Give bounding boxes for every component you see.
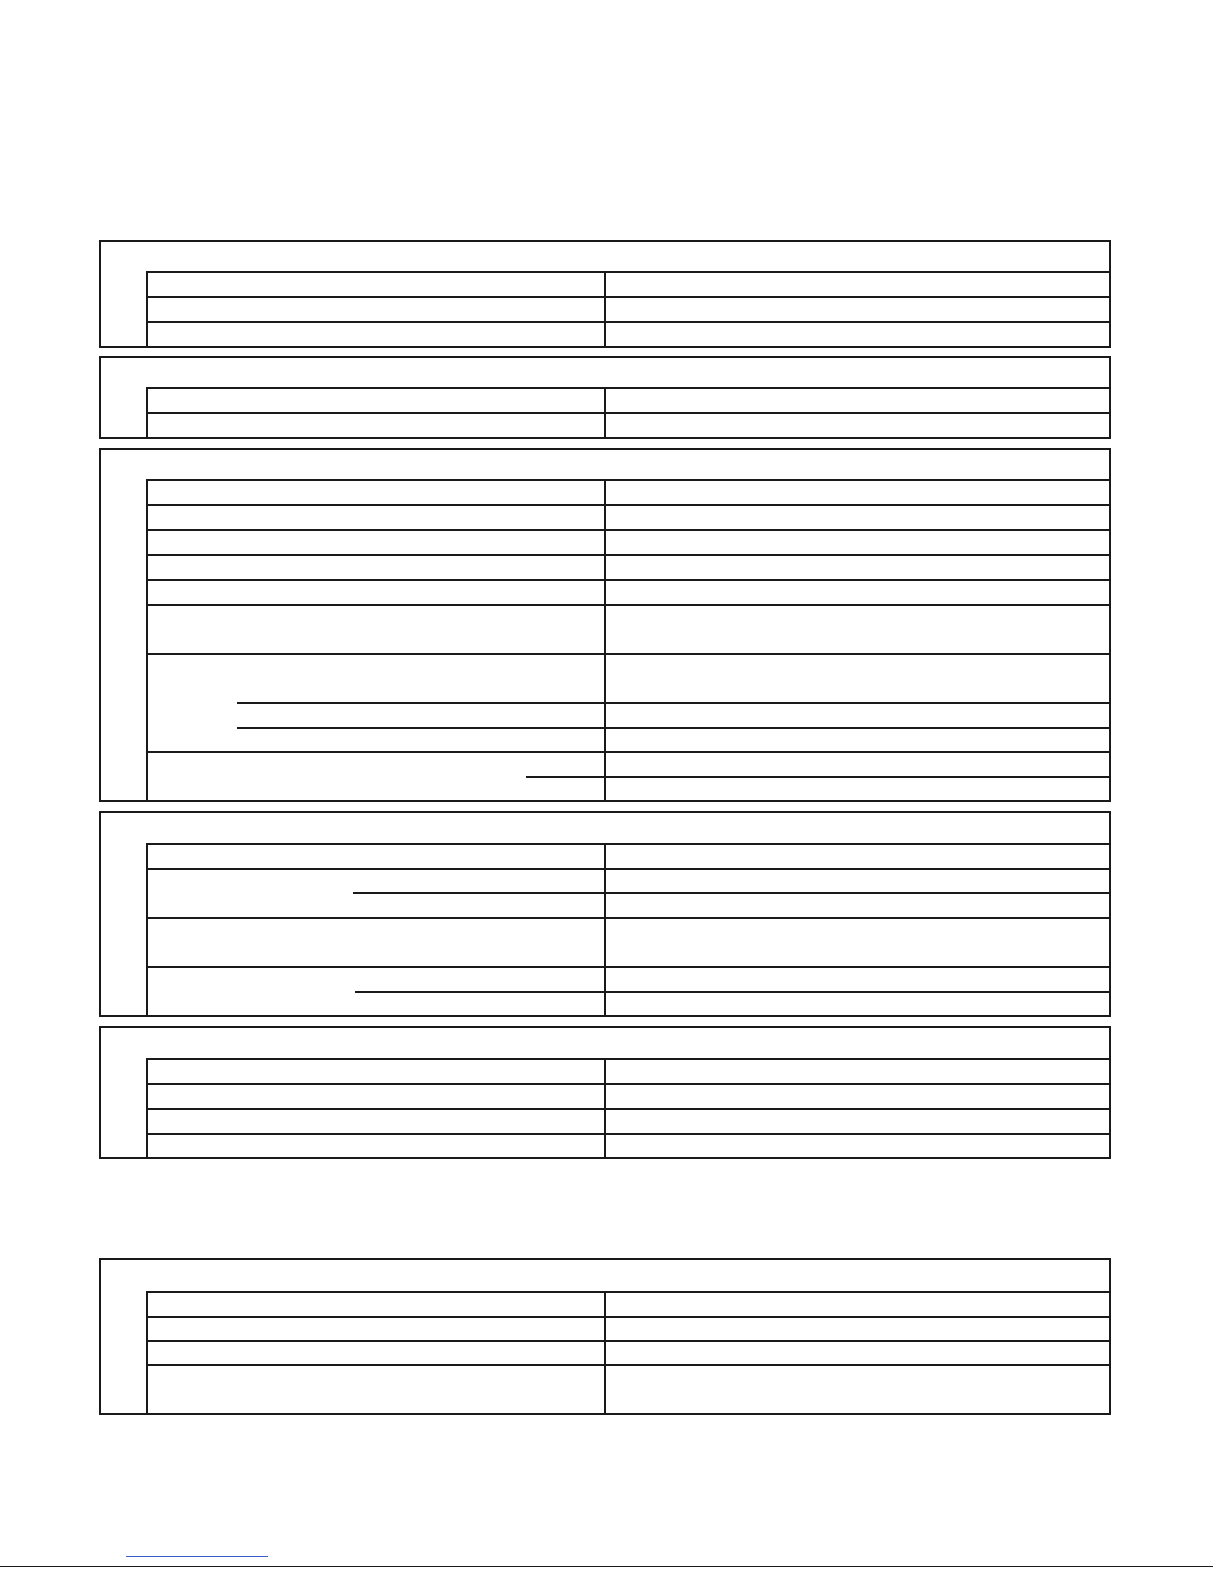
spec-table-2 xyxy=(99,356,1111,439)
table-row xyxy=(146,751,1109,753)
table-row xyxy=(146,554,1109,556)
table-row xyxy=(146,966,1109,968)
table-row xyxy=(146,1316,1109,1318)
table-row xyxy=(146,529,1109,531)
table-row xyxy=(146,387,1109,389)
table-row xyxy=(146,579,1109,581)
table-row xyxy=(353,892,1109,894)
table-row xyxy=(146,868,1109,870)
table-row xyxy=(146,479,1109,481)
table-row xyxy=(146,412,1109,414)
table-divider xyxy=(146,271,148,348)
table-row xyxy=(146,1083,1109,1085)
spec-table-3 xyxy=(99,448,1111,802)
spec-table-5 xyxy=(99,1026,1111,1159)
table-row xyxy=(146,604,1109,606)
table-row xyxy=(146,843,1109,845)
table-row xyxy=(146,1364,1109,1366)
spec-table-1 xyxy=(99,240,1111,348)
table-row xyxy=(146,917,1109,919)
table-row xyxy=(146,321,1109,323)
table-row xyxy=(146,1133,1109,1135)
table-divider xyxy=(604,1291,606,1415)
table-row xyxy=(146,653,1109,655)
table-row xyxy=(146,1108,1109,1110)
table-divider xyxy=(146,1291,148,1415)
page-bottom-rule xyxy=(0,1566,1213,1567)
table-row xyxy=(355,991,1109,993)
table-row xyxy=(146,1058,1109,1060)
table-row xyxy=(146,504,1109,506)
table-row xyxy=(237,702,1109,704)
footer-link[interactable] xyxy=(126,1556,268,1557)
table-row xyxy=(526,776,1109,778)
table-row xyxy=(146,1291,1109,1293)
table-divider xyxy=(604,271,606,348)
table-row xyxy=(146,1340,1109,1342)
table-row xyxy=(146,296,1109,298)
spec-table-4 xyxy=(99,811,1111,1017)
table-row xyxy=(237,727,1109,729)
table-row xyxy=(146,271,1109,273)
table-divider xyxy=(604,479,606,802)
table-divider xyxy=(146,479,148,802)
spec-table-6 xyxy=(99,1258,1111,1415)
